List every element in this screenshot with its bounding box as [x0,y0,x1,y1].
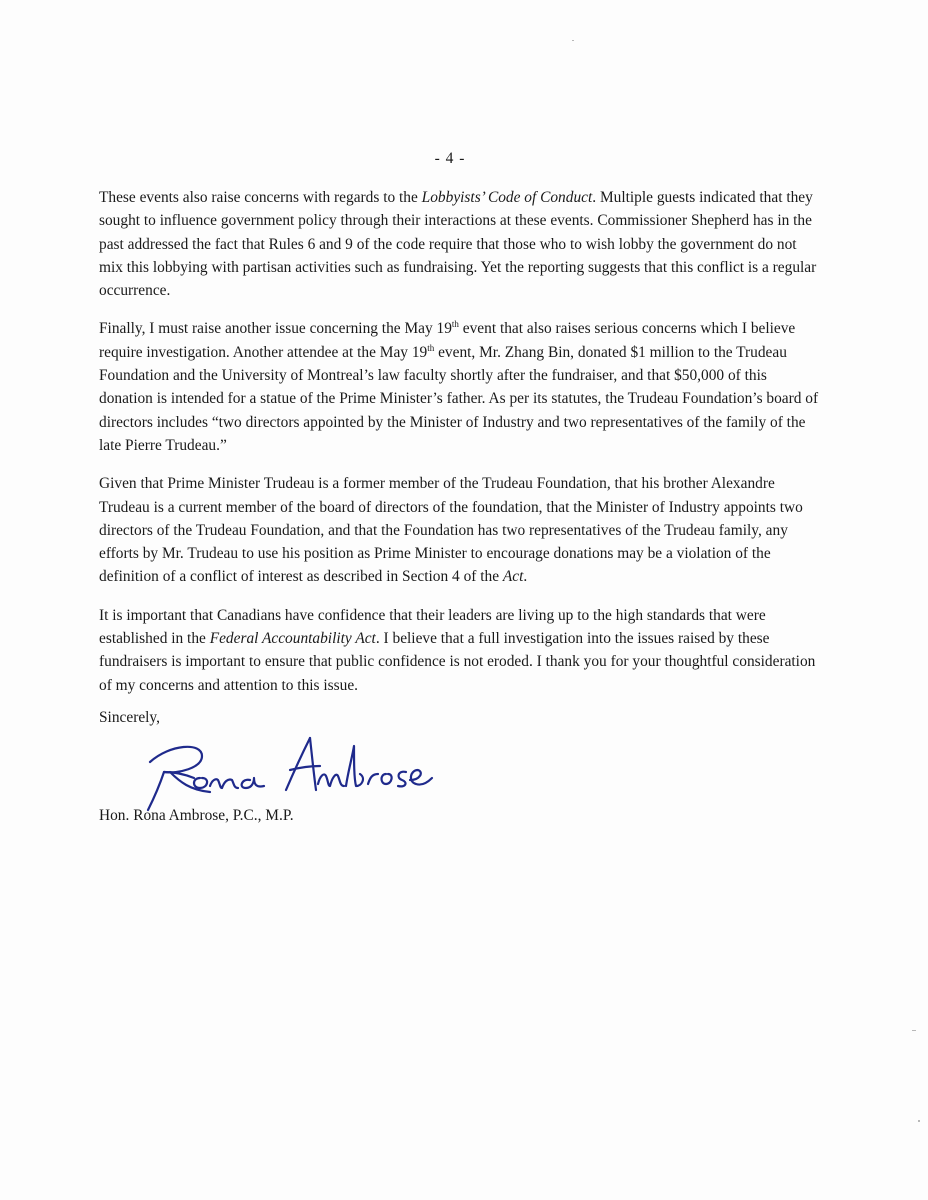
p4-text-c: . I believe that a full investigation into the issues raised by these fundraisers is important to ensure that public confidence is not eroded. I thank you for your thoughtful consideration of my concerns and attention to this issue. [99,630,816,694]
p4-italic-act-title: Federal Accountability Act [209,630,376,648]
p1-text-a: These events also raise concerns with regards to the [99,189,422,206]
p1-italic-title: Lobbyists’ Code of Conduct [421,189,593,206]
handwritten-signature [140,732,440,814]
p1-text-c: . Multiple guests indicated that they sought to influence government policy through their interactions at these events. Commissioner Shepherd has in the past addressed the fact that Rules 6 and 9 of the code require that those who to wish lobby the government do not mix this lobbying with partisan activities such as fundraising. Yet the reporting suggests that this conflict is a regular occurrence. [99,189,817,300]
closing-salutation: Sincerely, [99,709,160,726]
scan-speck [918,1120,920,1122]
p2-text-c: event, Mr. Zhang Bin, donated $1 million to the Trudeau Foundation and the University of Montreal’s law faculty shortly after the fundraiser, and that $50,000 of this donation is intended for a statue of the Prime Minister’s father. As per its statutes, the Trudeau Foundation’s board of directors includes “two directors appointed by the Minister of Industry and two representatives of the family of the late Pierre Trudeau.” [99,343,819,454]
paragraph-conflict-of-interest [99,472,819,588]
paragraph-may-19-event [99,317,819,457]
paragraph-lobbyists-code [99,186,819,302]
page-number: - 4 - [434,150,466,167]
signer-name: Hon. Rona Ambrose, P.C., M.P. [99,807,294,824]
scan-speck [912,1030,916,1031]
p2-text-a: Finally, I must raise another issue concerning the May 19 [99,320,452,338]
p3-text-a: Given that Prime Minister Trudeau is a former member of the Trudeau Foundation, that his brother Alexandre Trudeau is a current member of the board of directors of the foundation, that the Minister of Industry appoints two directors of the Trudeau Foundation, and that the Foundation has two representatives of the Trudeau family, any efforts by Mr. Trudeau to use his position as Prime Minister to encourage donations may be a violation of the definition of a conflict of interest as described in Section 4 of the [99,475,803,586]
p4-text-a: It is important that Canadians have confidence that their leaders are living up to the high standards that were established in the [99,606,766,648]
p3-italic-act: Act [502,568,524,586]
p2-text-b: event that also raises serious concerns which I believe require investigation. Another attendee at the May 19 [99,320,796,361]
p2-ordinal-2: th [427,342,435,353]
p2-ordinal-1: th [451,319,459,330]
scan-speck [572,40,574,41]
paragraph-public-confidence [99,604,819,697]
p3-text-c: . [523,568,528,586]
letter-body [99,186,819,712]
